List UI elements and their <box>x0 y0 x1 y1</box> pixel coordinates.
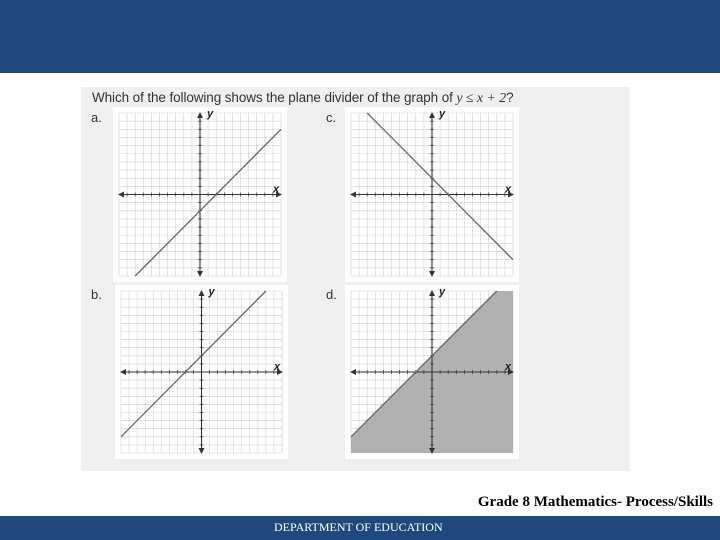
slide-footer-title: Grade 8 Mathematics- Process/Skills <box>477 494 713 510</box>
graph-option-c[interactable] <box>345 107 519 282</box>
option-b-label: b. <box>91 287 102 302</box>
x-axis-label: x <box>273 183 280 196</box>
option-a-label: a. <box>91 110 102 125</box>
x-axis-label: x <box>274 361 281 373</box>
option-d-label: d. <box>326 287 337 302</box>
option-c-label: c. <box>326 110 337 125</box>
department-name: DEPARTMENT OF EDUCATION <box>274 520 443 534</box>
y-axis-label: y <box>439 286 446 298</box>
question-text: Which of the following shows the plane divider of the graph of y ≤ x + 2? <box>92 90 514 106</box>
graph-option-b[interactable] <box>115 285 288 459</box>
question-figure <box>81 87 630 471</box>
y-axis-label: y <box>208 286 215 298</box>
graph-option-a[interactable] <box>113 107 287 282</box>
x-axis-label: x <box>505 361 512 373</box>
y-axis-label: y <box>207 108 214 120</box>
header-bar <box>0 0 720 73</box>
graph-option-d[interactable] <box>345 285 519 459</box>
footer-bar <box>0 516 720 540</box>
x-axis-label: x <box>505 183 512 196</box>
y-axis-label: y <box>439 108 446 120</box>
inequality: y ≤ x + 2 <box>456 91 507 106</box>
